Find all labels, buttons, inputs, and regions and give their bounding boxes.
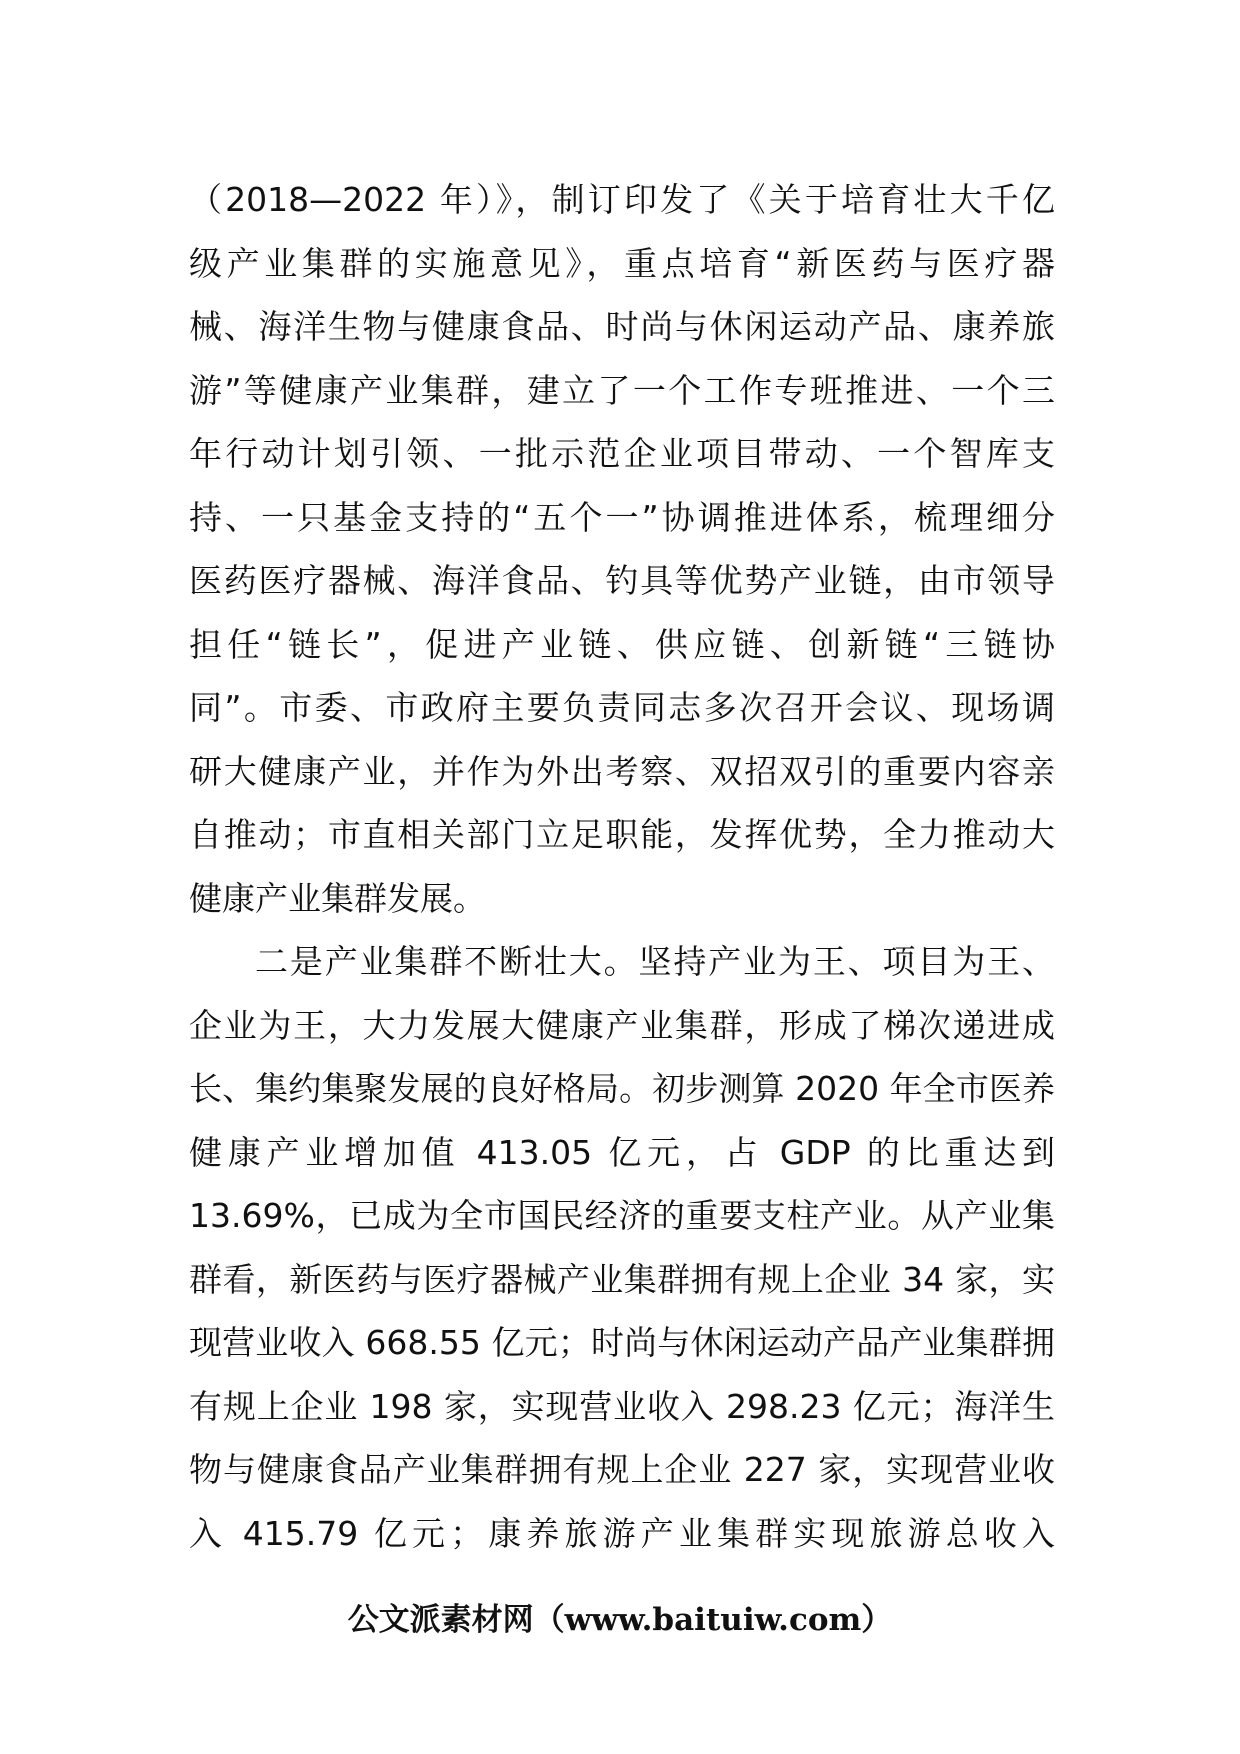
text-line: 长、集约集聚发展的良好格局。初步测算 2020 年全市医养 [189,1069,1055,1108]
text-line: 年行动计划引领、一批示范企业项目带动、一个智库支 [189,434,1055,473]
text-line: 同”。市委、市政府主要负责同志多次召开会议、现场调 [189,688,1055,727]
body-text [189,168,1055,1565]
paragraph-start-line: 二是产业集群不断壮大。坚持产业为王、项目为王、 [255,942,1055,981]
footer-watermark: 公文派素材网（www.baituiw.com） [347,1602,893,1638]
text-line: 械、海洋生物与健康食品、时尚与休闲运动产品、康养旅 [189,307,1055,346]
text-line: 13.69%，已成为全市国民经济的重要支柱产业。从产业集 [189,1196,1055,1235]
text-line: 自推动；市直相关部门立足职能，发挥优势，全力推动大 [189,815,1055,854]
text-line: 入 415.79 亿元；康养旅游产业集群实现旅游总收入 [189,1513,1055,1553]
text-line: 医药医疗器械、海洋食品、钓具等优势产业链，由市领导 [189,561,1055,600]
text-line: 现营业收入 668.55 亿元；时尚与休闲运动产品产业集群拥 [189,1323,1055,1362]
text-line: 游”等健康产业集群，建立了一个工作专班推进、一个三 [189,370,1055,410]
paragraph-end-line: 健康产业集群发展。 [189,878,486,918]
text-line: 企业为王，大力发展大健康产业集群，形成了梯次递进成 [189,1005,1055,1045]
text-line: 担任“链长”，促进产业链、供应链、创新链“三链协 [189,624,1055,664]
text-line: 持、一只基金支持的“五个一”协调推进体系，梳理细分 [189,497,1055,537]
text-line: 有规上企业 198 家，实现营业收入 298.23 亿元；海洋生 [189,1386,1055,1426]
text-line: 研大健康产业，并作为外出考察、双招双引的重要内容亲 [189,751,1055,791]
text-line: 群看，新医药与医疗器械产业集群拥有规上企业 34 家，实 [189,1259,1055,1299]
text-line: （2018—2022 年）》，制订印发了《关于培育壮大千亿 [189,180,1055,219]
text-line: 健康产业增加值 413.05 亿元，占 GDP 的比重达到 [189,1132,1055,1172]
text-line: 物与健康食品产业集群拥有规上企业 227 家，实现营业收 [189,1450,1055,1489]
text-line: 级产业集群的实施意见》，重点培育“新医药与医疗器 [189,243,1055,283]
